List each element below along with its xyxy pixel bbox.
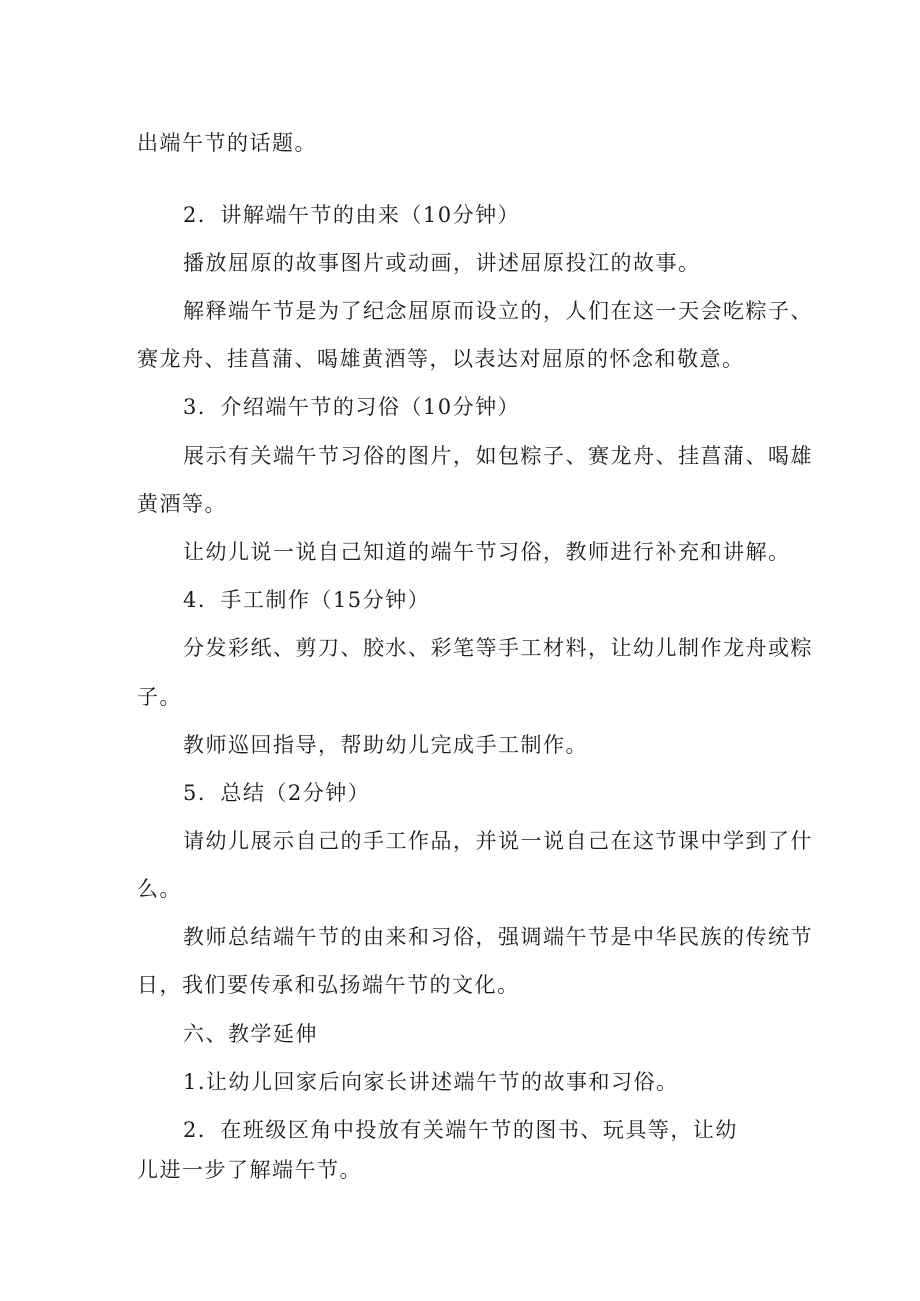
paragraph-line: 么。: [137, 877, 182, 901]
paragraph-line: 解释端午节是为了纪念屈原而设立的，人们在这一天会吃粽子、: [183, 299, 813, 323]
paragraph-line: 儿进一步了解端午节。: [137, 1158, 362, 1182]
section-heading: 5．总结（2分钟）: [183, 781, 371, 805]
paragraph-line: 播放屈原的故事图片或动画，讲述屈原投江的故事。: [183, 251, 701, 275]
paragraph-line: 教师总结端午节的由来和习俗，强调端午节是中华民族的传统节: [183, 925, 813, 949]
section-heading: 3．介绍端午节的习俗（10分钟）: [183, 395, 521, 419]
paragraph-line: 展示有关端午节习俗的图片，如包粽子、赛龙舟、挂菖蒲、喝雄: [183, 444, 813, 468]
list-item: 1.让幼儿回家后向家长讲述端午节的故事和习俗。: [183, 1070, 679, 1094]
paragraph-line: 日，我们要传承和弘扬端午节的文化。: [137, 973, 520, 997]
section-heading: 2．讲解端午节的由来（10分钟）: [183, 203, 521, 227]
paragraph-line: 赛龙舟、挂菖蒲、喝雄黄酒等，以表达对屈原的怀念和敬意。: [137, 347, 745, 371]
paragraph-line: 子。: [137, 685, 182, 709]
paragraph-line: 教师巡回指导，帮助幼儿完成手工制作。: [183, 733, 588, 757]
paragraph-line: 黄酒等。: [137, 492, 227, 516]
paragraph-line: 让幼儿说一说自己知道的端午节习俗，教师进行补充和讲解。: [183, 540, 791, 564]
section-heading: 4．手工制作（15分钟）: [183, 588, 431, 612]
section-heading: 六、教学延伸: [183, 1022, 318, 1046]
list-item: 2．在班级区角中投放有关端午节的图书、玩具等，让幼: [183, 1118, 738, 1142]
paragraph-line: 请幼儿展示自己的手工作品，并说一说自己在这节课中学到了什: [183, 829, 813, 853]
paragraph-line: 分发彩纸、剪刀、胶水、彩笔等手工材料，让幼儿制作龙舟或粽: [183, 636, 813, 660]
paragraph-line: 出端午节的话题。: [137, 131, 317, 155]
